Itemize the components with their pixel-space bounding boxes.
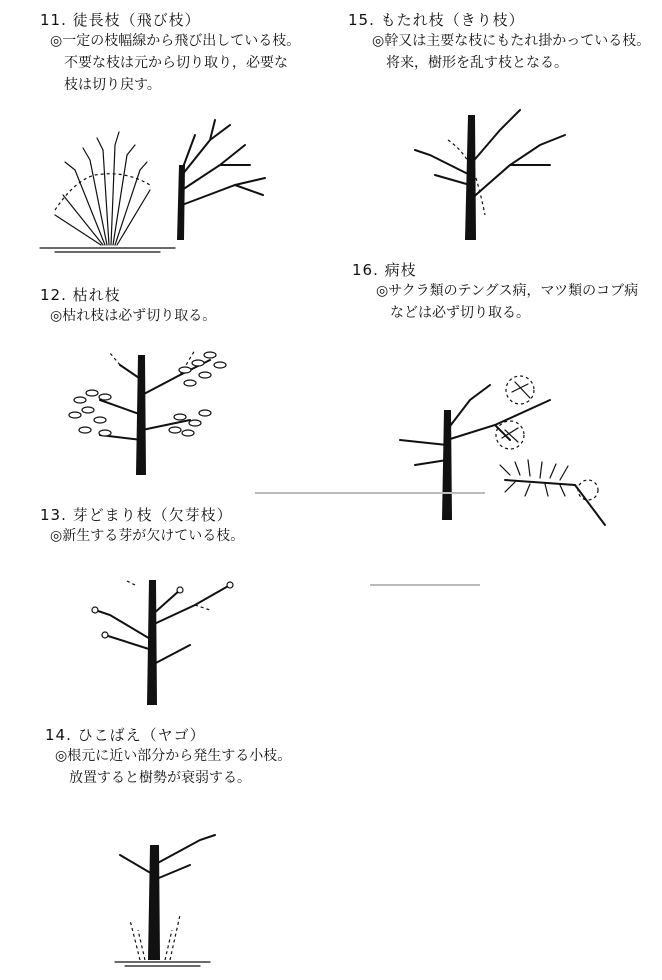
watersprout-illustration xyxy=(35,110,285,260)
section-heading: 15. もたれ枝（きり枝） xyxy=(348,11,525,29)
section-heading: 16. 病枝 xyxy=(352,261,417,279)
tree-drawing xyxy=(177,120,265,240)
section-text-line: 将来，樹形を乱す枝となる。 xyxy=(386,55,568,71)
leaning-branch-illustration xyxy=(410,105,575,245)
section-text-line: ◎新生する芽が欠けている枝。 xyxy=(50,528,245,544)
section-13 xyxy=(40,505,244,547)
cherry-tree-drawing xyxy=(400,376,550,520)
scan-smear xyxy=(255,492,485,494)
section-heading: 14. ひこばえ（ヤゴ） xyxy=(45,726,206,744)
section-11 xyxy=(40,10,300,96)
section-12 xyxy=(40,285,216,327)
section-text-line: 放置すると樹勢が衰弱する。 xyxy=(69,770,251,786)
section-heading: 11. 徒長枝（飛び枝） xyxy=(40,11,201,29)
sucker-illustration xyxy=(110,820,230,970)
section-text-line: ◎根元に近い部分から発生する小枝。 xyxy=(55,748,292,764)
section-text-line: ◎幹又は主要な枝にもたれ掛かっている枝。 xyxy=(372,33,651,49)
section-14 xyxy=(45,725,291,789)
section-15 xyxy=(348,10,650,74)
section-text-line: 枝は切り戻す。 xyxy=(64,77,161,93)
section-text-line: ◎一定の枝幅線から飛び出している枝。 xyxy=(50,33,301,49)
section-text-line: ◎サクラ類のテングス病，マツ類のコブ病 xyxy=(376,283,639,299)
budless-branch-illustration xyxy=(80,570,250,710)
section-heading: 12. 枯れ枝 xyxy=(40,286,121,304)
pine-branch-drawing xyxy=(500,460,605,525)
shrub-drawing xyxy=(40,132,175,252)
diseased-branch-illustration xyxy=(390,370,620,530)
section-text-line: ◎枯れ枝は必ず切り取る。 xyxy=(50,308,217,324)
section-heading: 13. 芽どまり枝（欠芽枝） xyxy=(40,506,233,524)
scan-smear xyxy=(370,584,480,586)
section-16 xyxy=(352,260,638,324)
section-text-line: などは必ず切り取る。 xyxy=(390,305,530,321)
deadwood-illustration xyxy=(60,335,250,480)
section-text-line: 不要な枝は元から切り取り，必要な xyxy=(64,55,288,71)
leaf-clusters xyxy=(69,352,226,436)
